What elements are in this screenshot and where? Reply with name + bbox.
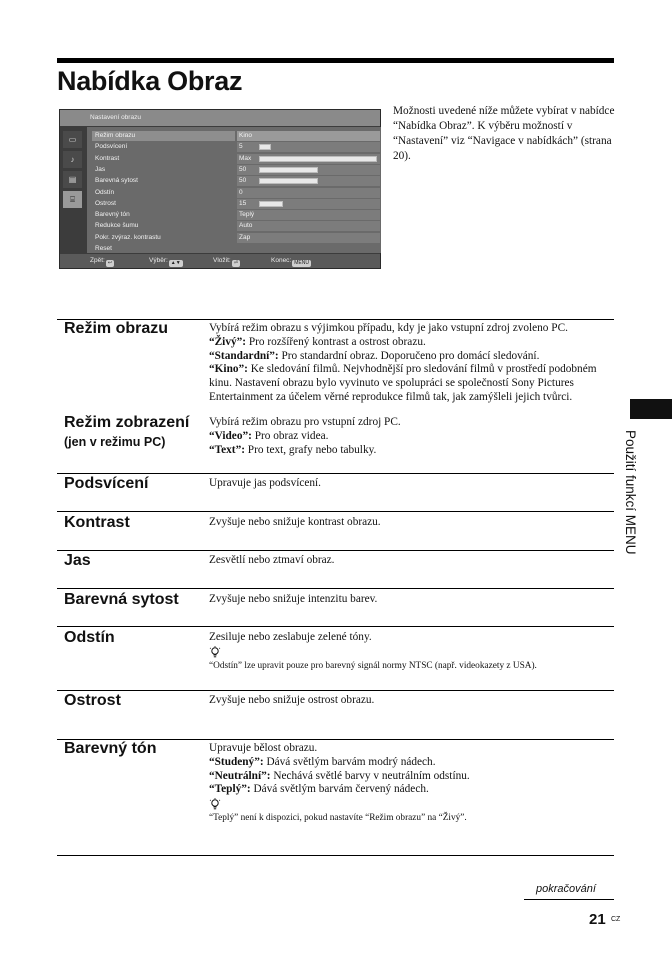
page-number: 21 xyxy=(589,911,606,928)
term-kontrast: Kontrast xyxy=(64,514,130,531)
continued-label: pokračování xyxy=(536,883,596,895)
osd-footer-select: Výběr: ▲▼ xyxy=(149,257,181,266)
osd-row-value: 5 xyxy=(237,142,380,152)
osd-level-bar xyxy=(259,201,283,207)
continued-rule xyxy=(524,899,614,900)
osd-row-label: Barevná sytost xyxy=(95,177,138,185)
osd-level-bar xyxy=(259,178,318,184)
option-studeny: “Studený”: Dává světlým barvám modrý nádech. xyxy=(209,755,436,768)
section-rule xyxy=(57,855,614,856)
desc-intro: Vybírá režim obrazu pro vstupní zdroj PC. xyxy=(209,416,401,428)
option-zivy: “Živý”: Pro rozšířený kontrast a ostrost obrazu. xyxy=(209,335,426,348)
osd-panel xyxy=(87,127,381,253)
osd-row-label: Barevný tón xyxy=(95,211,130,219)
osd-footer-exit: Konec: MENU xyxy=(271,257,309,266)
osd-row-label: Kontrast xyxy=(95,154,120,162)
section-rule xyxy=(57,511,614,512)
osd-row-value: 0 xyxy=(237,188,380,198)
desc-barevny-ton xyxy=(209,742,609,824)
term-rezim-obrazu: Režim obrazu xyxy=(64,320,169,337)
osd-row-label: Redukce šumu xyxy=(95,222,139,230)
section-rule xyxy=(57,626,614,627)
option-text: “Text”: Pro text, grafy nebo tabulky. xyxy=(209,443,377,456)
arrow-keys-icon: ▲▼ xyxy=(170,260,181,266)
tip-lightbulb-icon xyxy=(209,646,221,659)
osd-row-value: 50 xyxy=(237,165,380,175)
osd-row-value: 50 xyxy=(237,176,380,186)
osd-row-value: Max xyxy=(237,154,380,164)
section-rule xyxy=(57,588,614,589)
term-ostrost: Ostrost xyxy=(64,692,121,709)
top-rule xyxy=(57,58,614,63)
osd-row-label: Režim obrazu xyxy=(92,131,235,141)
side-label: Použití funkcí MENU xyxy=(623,430,638,555)
screen-tab-icon: ▤ xyxy=(63,171,82,188)
page-title: Nabídka Obraz xyxy=(57,66,243,96)
option-kino: “Kino”: Ke sledování filmů. Nejvhodnější pro sledování filmů v prostředí podobném kinu. Nastavení obrazu bylo vyvinuto ve spolupráci se společností Sony Pictures Entertainment za účelem věrné reprodukce filmů tak, jak zamýšleli jejich tvůrci. xyxy=(209,363,597,403)
osd-level-bar xyxy=(259,167,318,173)
desc-odstin xyxy=(209,631,609,672)
osd-header xyxy=(60,110,380,126)
osd-row-label: Jas xyxy=(95,165,106,173)
option-standardni: “Standardní”: Pro standardní obraz. Doporučeno pro domácí sledování. xyxy=(209,349,540,362)
osd-row-label: Podsvícení xyxy=(95,143,128,151)
tip-note: “Odstín” lze upravit pouze pro barevný signál normy NTSC (např. videokazety z USA). xyxy=(209,660,537,671)
osd-row-value: Kino xyxy=(237,131,380,141)
option-neutralni: “Neutrální”: Nechává světlé barvy v neutrálním odstínu. xyxy=(209,769,470,782)
desc-kontrast: Zvyšuje nebo snižuje kontrast obrazu. xyxy=(209,516,381,528)
term-barevna-sytost: Barevná sytost xyxy=(64,591,179,608)
sound-tab-icon: ♪ xyxy=(63,151,82,168)
desc-rezim-obrazu xyxy=(209,322,609,405)
term-odstin: Odstín xyxy=(64,629,115,646)
term-jas: Jas xyxy=(64,552,91,569)
desc-jas: Zesvětlí nebo ztmaví obraz. xyxy=(209,554,335,566)
osd-level-bar xyxy=(259,144,271,150)
osd-footer xyxy=(60,254,380,268)
section-rule xyxy=(57,550,614,551)
desc-intro: Upravuje bělost obrazu. xyxy=(209,742,318,754)
desc-ostrost: Zvyšuje nebo snižuje ostrost obrazu. xyxy=(209,694,375,706)
picture-tab-icon: ▭ xyxy=(63,131,82,148)
menu-key-icon: MENU xyxy=(294,260,309,266)
osd-header-title: Nastavení obrazu xyxy=(90,114,141,121)
osd-row-value: 15 xyxy=(237,199,380,209)
desc-barevna-sytost: Zvyšuje nebo snižuje intenzitu barev. xyxy=(209,593,378,605)
osd-row-value: Auto xyxy=(237,221,380,231)
back-key-icon: ↩ xyxy=(107,260,113,266)
desc-intro: Vybírá režim obrazu s výjimkou případu, kdy je jako vstupní zdroj zvoleno PC. xyxy=(209,322,568,334)
term-rezim-zobrazeni-sub: (jen v režimu PC) xyxy=(64,435,166,449)
osd-row-value: Teplý xyxy=(237,210,380,220)
osd-menu-screenshot xyxy=(59,109,381,269)
tip-lightbulb-icon xyxy=(209,798,221,811)
section-rule xyxy=(57,690,614,691)
section-rule xyxy=(57,473,614,474)
term-barevny-ton: Barevný tón xyxy=(64,740,157,757)
setup-tab-icon: ⌸ xyxy=(63,191,82,208)
desc-rezim-zobrazeni xyxy=(209,416,609,457)
desc-podsviceni: Upravuje jas podsvícení. xyxy=(209,477,321,489)
osd-row-label: Odstín xyxy=(95,188,115,196)
osd-footer-back: Zpět: ↩ xyxy=(90,257,113,266)
enter-key-icon: ⏎ xyxy=(233,260,238,266)
page-language: CZ xyxy=(611,916,621,923)
tip-note: “Teplý” není k dispozici, pokud nastavíte “Režim obrazu” na “Živý”. xyxy=(209,813,467,824)
osd-footer-enter: Vložit: ⏎ xyxy=(213,257,238,266)
osd-row-value: Zap xyxy=(237,233,380,243)
term-rezim-zobrazeni: Režim zobrazení xyxy=(64,414,190,431)
option-teply: “Teplý”: Dává světlým barvám červený nádech. xyxy=(209,783,429,796)
osd-level-bar xyxy=(259,156,377,162)
osd-row-label: Pokr. zvýraz. kontrastu xyxy=(95,233,161,241)
side-tab-marker xyxy=(630,399,672,419)
osd-row-label: Reset xyxy=(95,245,112,252)
desc-text: Zesiluje nebo zeslabuje zelené tóny. xyxy=(209,631,372,643)
intro-text: Možnosti uvedené níže můžete vybírat v nabídce “Nabídka Obraz”. K výběru možností v “Nastavení” viz “Navigace v nabídkách” (strana 20). xyxy=(393,105,615,162)
osd-row-label: Ostrost xyxy=(95,199,116,207)
term-podsviceni: Podsvícení xyxy=(64,475,149,492)
option-video: “Video”: Pro obraz videa. xyxy=(209,429,329,442)
